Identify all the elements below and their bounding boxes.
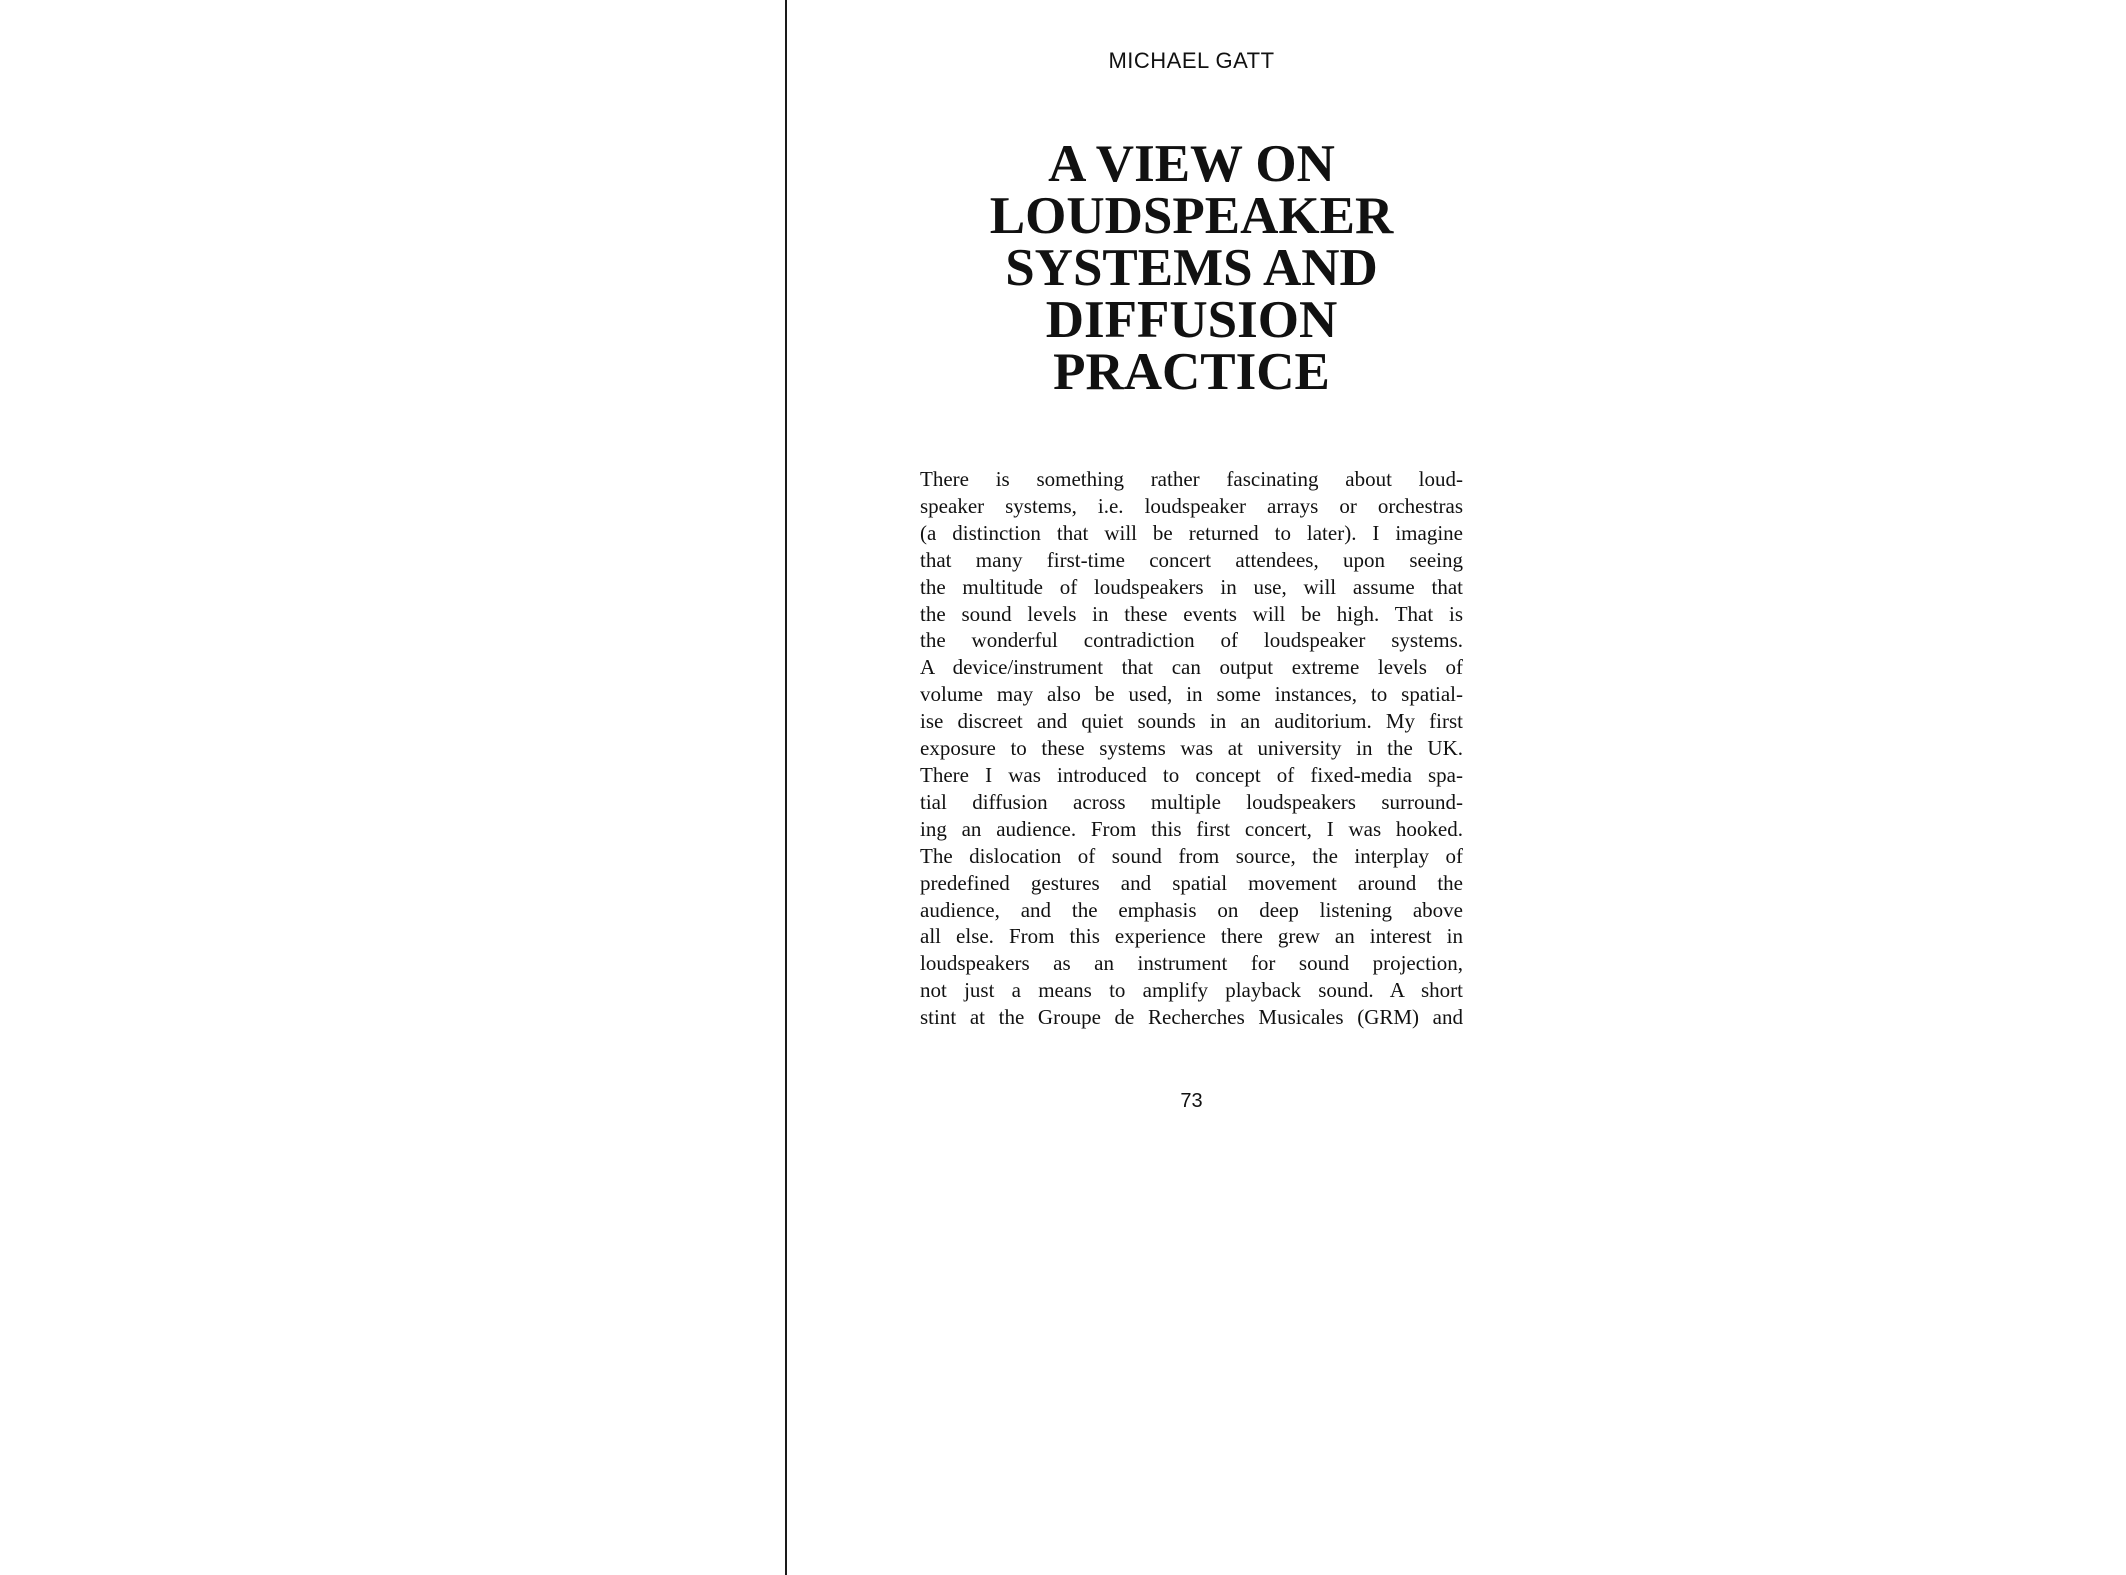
body-line: ing an audience. From this first concert, I was hooked.: [920, 816, 1463, 841]
title-line: DIFFUSION: [1045, 291, 1338, 349]
body-line: volume may also be used, in some instances, to spatial-: [920, 682, 1463, 707]
title-line: PRACTICE: [1053, 343, 1330, 401]
body-line: The dislocation of sound from source, the interplay of: [920, 843, 1463, 868]
body-line: There is something rather fascinating about loud-: [920, 467, 1463, 491]
running-header: MICHAEL GATT: [1108, 48, 1275, 73]
title-line: A VIEW ON: [1048, 135, 1335, 193]
title-line: SYSTEMS AND: [1005, 239, 1378, 297]
body-line: the multitude of loudspeakers in use, will assume that: [920, 574, 1463, 599]
body-line: There I was introduced to concept of fixed-media spa-: [920, 762, 1463, 787]
body-line: A device/instrument that can output extreme levels of: [920, 655, 1463, 680]
right-page-column: [920, 0, 1463, 1575]
body-line: that many first-time concert attendees, upon seeing: [920, 547, 1463, 572]
body-line: predefined gestures and spatial movement around the: [920, 870, 1463, 895]
page-divider: [785, 0, 787, 1575]
body-line: not just a means to amplify playback sound. A short: [920, 978, 1463, 1003]
body-line: all else. From this experience there grew an interest in: [920, 924, 1463, 949]
body-line: loudspeakers as an instrument for sound projection,: [920, 951, 1463, 976]
body-text: [920, 466, 1463, 1031]
body-line: audience, and the emphasis on deep listening above: [920, 897, 1463, 922]
body-line: the sound levels in these events will be high. That is: [920, 601, 1463, 626]
title-line: LOUDSPEAKER: [989, 187, 1394, 245]
body-line: stint at the Groupe de Recherches Musicales (GRM) and: [920, 1005, 1463, 1030]
body-line: (a distinction that will be returned to later). I imagine: [920, 520, 1463, 545]
article-title: [920, 135, 1463, 401]
body-line: exposure to these systems was at university in the UK.: [920, 736, 1463, 761]
body-line: tial diffusion across multiple loudspeakers surround-: [920, 789, 1463, 814]
body-line: speaker systems, i.e. loudspeaker arrays or orchestras: [920, 493, 1463, 518]
body-line: ise discreet and quiet sounds in an auditorium. My first: [920, 709, 1463, 734]
page-number: 73: [1180, 1090, 1203, 1112]
body-line: the wonderful contradiction of loudspeaker systems.: [920, 628, 1463, 653]
